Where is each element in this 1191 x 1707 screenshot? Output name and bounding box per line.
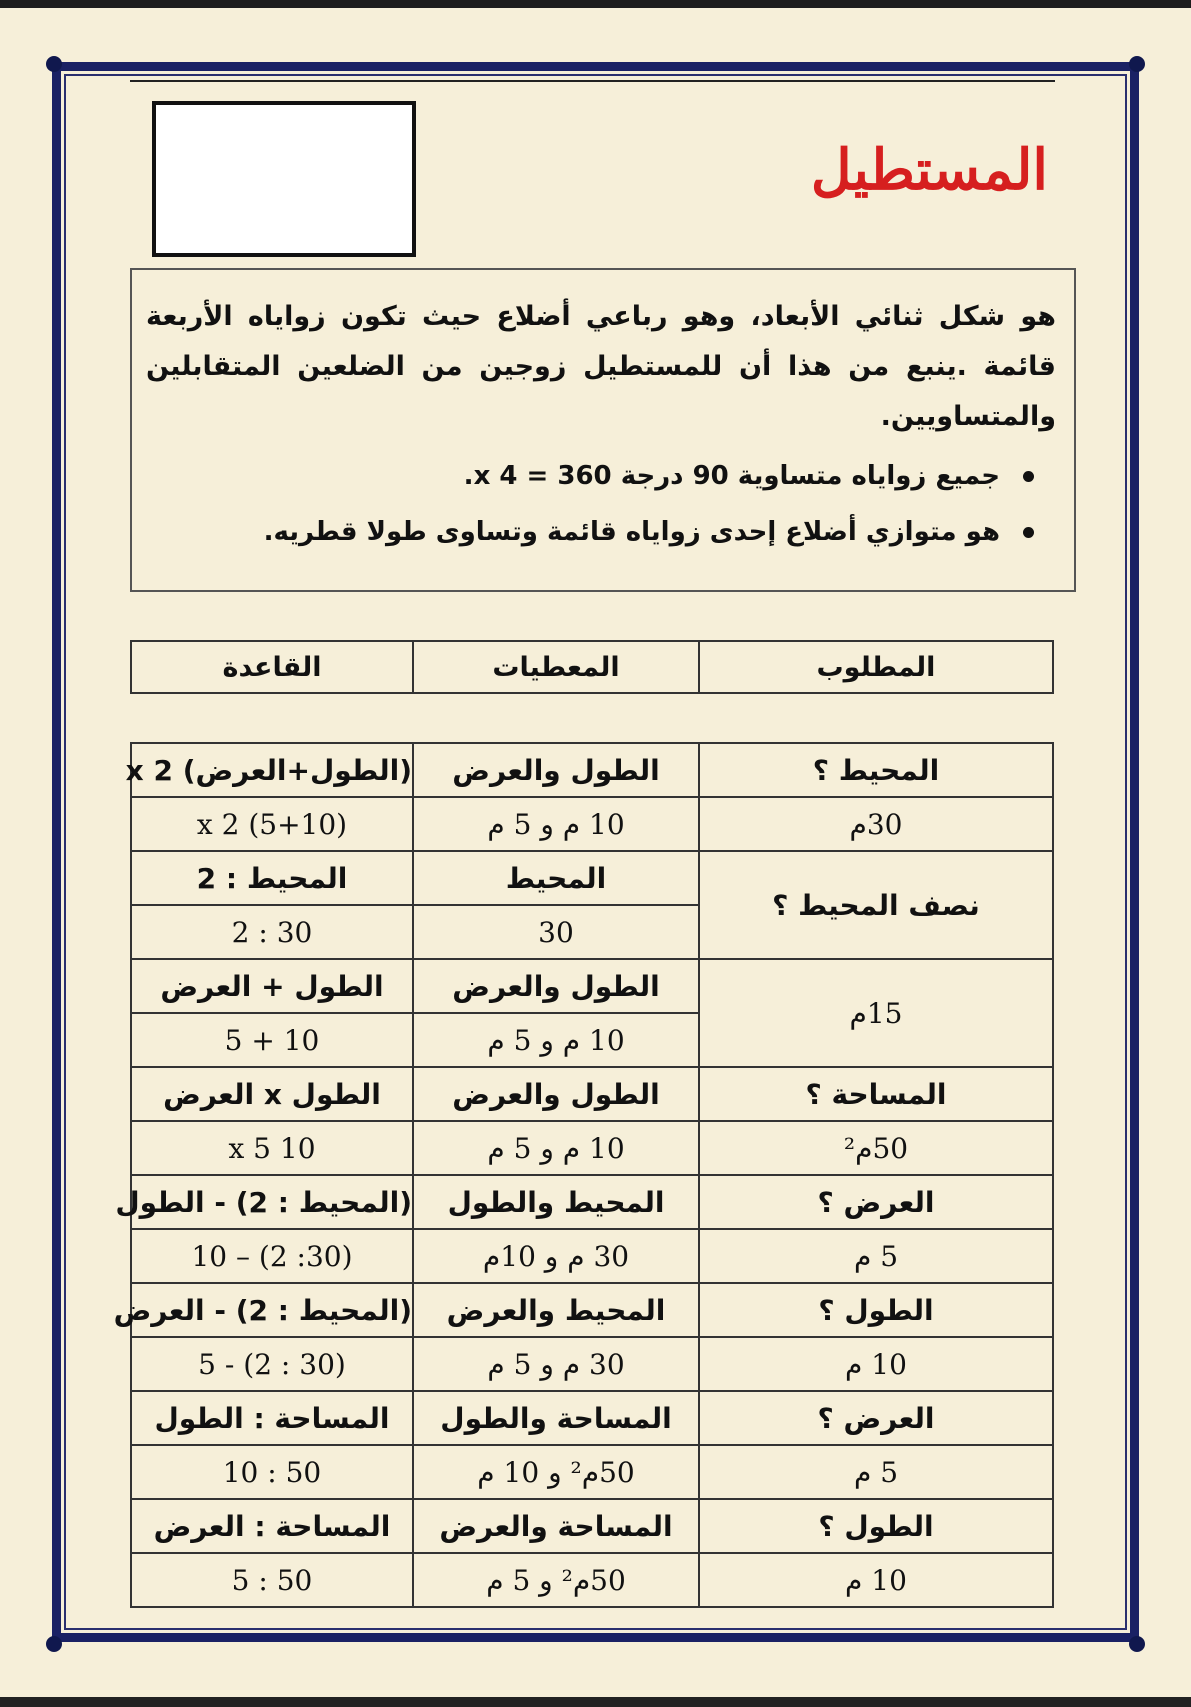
required-cell: 5 م <box>699 1445 1053 1499</box>
bullet-icon <box>1023 527 1034 538</box>
definition-text: هو شكل ثنائي الأبعاد، وهو رباعي أضلاع حيث تكون زواياه الأربعة قائمة .ينبع من هذا أن للمستطيل زوجين من الضلعين المتقابلين والمتساويين. <box>146 301 1056 432</box>
required-cell: 50م² <box>699 1121 1053 1175</box>
required-cell: العرض ؟ <box>699 1391 1053 1445</box>
required-cell: المحيط ؟ <box>699 743 1053 797</box>
required-cell: 10 م <box>699 1553 1053 1607</box>
formulas-table <box>113 742 1054 1608</box>
header-row <box>131 641 1053 693</box>
given-cell: الطول والعرض <box>413 743 699 797</box>
given-cell: المساحة والعرض <box>413 1499 699 1553</box>
required-cell: الطول ؟ <box>699 1283 1053 1337</box>
header-given: المعطيات <box>413 641 699 693</box>
frame-corner-knob <box>46 56 62 72</box>
top-rule <box>130 80 1055 82</box>
bottom-edge-band <box>0 1697 1191 1707</box>
given-cell: 10 م و 5 م <box>413 1013 699 1067</box>
bullet-icon <box>1023 471 1034 482</box>
table-row <box>131 797 1053 851</box>
header-rule: القاعدة <box>131 641 413 693</box>
given-cell: 10 م و 5 م <box>413 797 699 851</box>
given-cell: 30 م و 10م <box>413 1229 699 1283</box>
frame-corner-knob <box>1129 1636 1145 1652</box>
properties-list <box>146 448 1056 560</box>
rule-cell: (30 : 2) - 5 <box>131 1337 413 1391</box>
page-title: المستطيل <box>810 137 1048 203</box>
given-cell: 50م² و 10 م <box>413 1445 699 1499</box>
given-cell: المحيط والطول <box>413 1175 699 1229</box>
given-cell: 30 م و 5 م <box>413 1337 699 1391</box>
table-row <box>131 1499 1053 1553</box>
required-cell: المساحة ؟ <box>699 1067 1053 1121</box>
table-row <box>131 1337 1053 1391</box>
property-text: هو متوازي أضلاع إحدى زواياه قائمة وتساوى طولا قطريه. <box>263 517 1000 547</box>
given-cell: 50م² و 5 م <box>413 1553 699 1607</box>
property-item <box>146 448 1034 504</box>
table-row <box>131 1283 1053 1337</box>
required-cell: 5 م <box>699 1229 1053 1283</box>
table-row <box>131 1121 1053 1175</box>
rule-cell: (5+10) x 2 <box>131 797 413 851</box>
required-cell: 15م <box>699 959 1053 1067</box>
given-cell: المساحة والطول <box>413 1391 699 1445</box>
table-row <box>131 743 1053 797</box>
table-row <box>131 1067 1053 1121</box>
rule-cell: (المحيط : 2) - الطول <box>131 1175 413 1229</box>
top-edge-band <box>0 0 1191 8</box>
table-row <box>131 1445 1053 1499</box>
given-cell: المحيط والعرض <box>413 1283 699 1337</box>
table-row <box>131 1229 1053 1283</box>
rule-cell: المساحة : الطول <box>131 1391 413 1445</box>
required-cell: 10 م <box>699 1337 1053 1391</box>
image-placeholder-box <box>152 101 416 257</box>
table-row <box>131 1553 1053 1607</box>
required-cell: نصف المحيط ؟ <box>699 851 1053 959</box>
table-row <box>131 1391 1053 1445</box>
rule-cell: 30 : 2 <box>131 905 413 959</box>
frame-corner-knob <box>46 1636 62 1652</box>
table-row <box>131 959 1053 1013</box>
definition-box <box>130 268 1076 592</box>
rule-cell: 50 : 5 <box>131 1553 413 1607</box>
given-cell: الطول والعرض <box>413 959 699 1013</box>
given-cell: 30 <box>413 905 699 959</box>
rule-cell: 10 x 5 <box>131 1121 413 1175</box>
header-table <box>130 640 1054 694</box>
frame-corner-knob <box>1129 56 1145 72</box>
rule-cell: (الطول+العرض) x 2 <box>131 743 413 797</box>
header-required: المطلوب <box>699 641 1053 693</box>
rule-cell: 50 : 10 <box>131 1445 413 1499</box>
rule-cell: المحيط : 2 <box>131 851 413 905</box>
rule-cell: الطول x العرض <box>131 1067 413 1121</box>
table-row <box>131 851 1053 905</box>
given-cell: المحيط <box>413 851 699 905</box>
rule-cell: المساحة : العرض <box>131 1499 413 1553</box>
table-row <box>131 1175 1053 1229</box>
required-cell: الطول ؟ <box>699 1499 1053 1553</box>
rule-cell: الطول + العرض <box>131 959 413 1013</box>
required-cell: 30م <box>699 797 1053 851</box>
required-cell: العرض ؟ <box>699 1175 1053 1229</box>
given-cell: 10 م و 5 م <box>413 1121 699 1175</box>
property-item <box>146 504 1034 560</box>
rule-cell: (المحيط : 2) - العرض <box>131 1283 413 1337</box>
rule-cell: 10 + 5 <box>131 1013 413 1067</box>
property-text: جميع زواياه متساوية 90 درجة x 4 = 360. <box>463 461 1000 491</box>
given-cell: الطول والعرض <box>413 1067 699 1121</box>
rule-cell: (30: 2) – 10 <box>131 1229 413 1283</box>
